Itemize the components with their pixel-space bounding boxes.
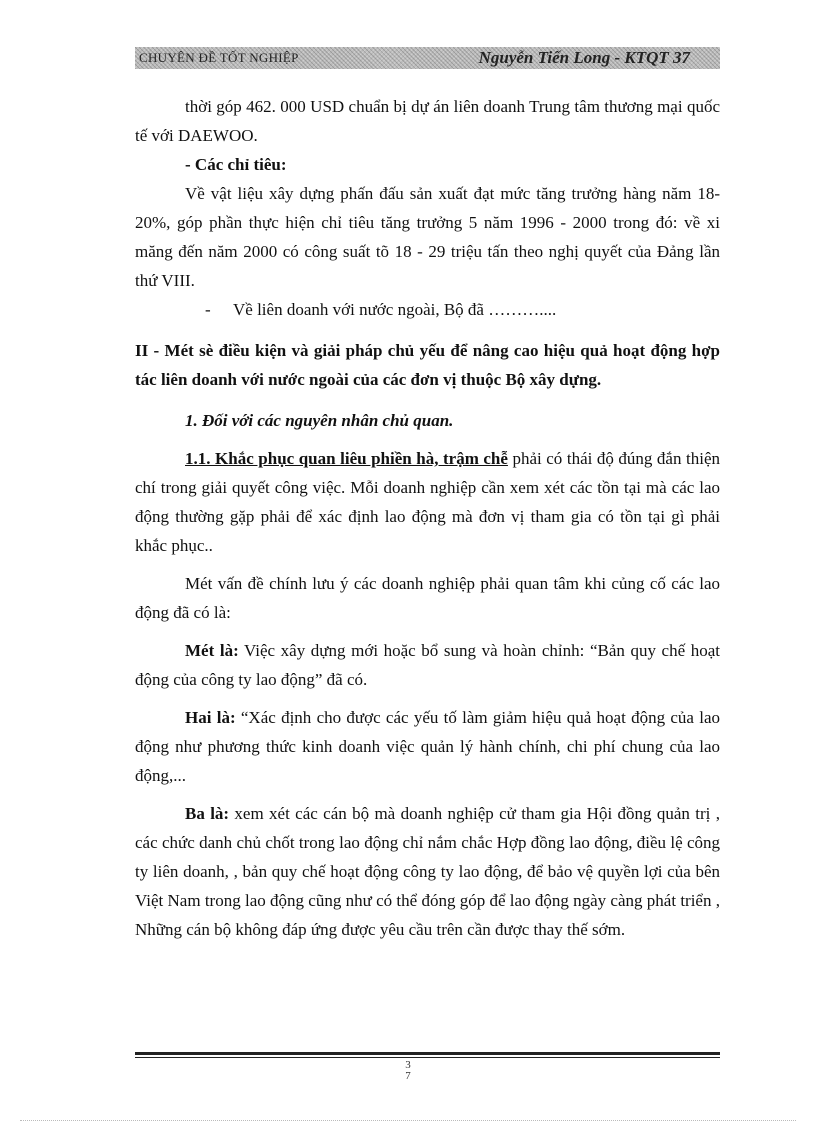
third-label: Ba là: [185, 804, 230, 823]
page-number-line1: 3 [405, 1059, 411, 1071]
page-number [396, 1060, 420, 1082]
bullet-dash: - [205, 300, 211, 319]
subsection-heading: 1. Đối với các nguyên nhân chủ quan. [185, 411, 454, 430]
paragraph-1-1 [135, 444, 720, 560]
footer-rule-thick [135, 1052, 720, 1055]
page-number-line2: 7 [405, 1070, 411, 1082]
paragraph-1-1-text: phải có thái độ đúng đắn thiện chí trong giải quyết công việc. Mỗi doanh nghiệp cần xem xét các tồn tại mà các lao động thường gặp phải để xác định lao động mà đơn vị tham gia có tồn tại gì phải khắc phục.. [135, 449, 720, 555]
first-text: Việc xây dựng mới hoặc bổ sung và hoàn chỉnh: “Bản quy chế hoạt động của công ty lao động” đã có. [135, 641, 720, 689]
paragraph-intro: thời góp 462. 000 USD chuẩn bị dự án liên doanh Trung tâm thương mại quốc tế với DAEWOO. [135, 97, 720, 145]
page-header [135, 47, 720, 69]
targets-label: - Các chỉ tiêu: [185, 155, 287, 174]
paragraph-joint-venture [135, 295, 720, 324]
paragraph-third [135, 799, 720, 944]
subsection-1-1-title: 1.1. Khắc phục quan liêu phiền hà, trậm chễ [185, 449, 508, 468]
header-author: Nguyễn Tiến Long - KTQT 37 [478, 48, 690, 67]
header-document-type: CHUYÊN ĐỀ TỐT NGHIỆP [139, 50, 299, 65]
second-text: “Xác định cho được các yếu tố làm giảm hiệu quả hoạt động của lao động như phương thức kinh doanh việc quản lý hành chính, chi phí chung của lao động,... [135, 708, 720, 785]
paragraph-first [135, 636, 720, 694]
document-body [135, 92, 720, 944]
section-heading: II - Mét sè điều kiện và giải pháp chủ yếu để nâng cao hiệu quả hoạt động hợp tác liên doanh với nước ngoài của các đơn vị thuộc Bộ xây dựng. [135, 341, 720, 389]
paragraph-issue: Mét vấn đề chính lưu ý các doanh nghiệp phải quan tâm khi củng cố các lao động đã có là: [135, 574, 720, 622]
paragraph-second [135, 703, 720, 790]
paragraph-targets-label [135, 150, 720, 179]
second-label: Hai là: [185, 708, 236, 727]
joint-venture-text: Về liên doanh với nước ngoài, Bộ đã ……….... [233, 300, 557, 319]
page-bottom-border [20, 1120, 796, 1122]
footer-rule-thin [135, 1057, 720, 1058]
third-text: xem xét các cán bộ mà doanh nghiệp cử tham gia Hội đồng quản trị , các chức danh chủ chốt trong lao động chỉ nắm chắc Hợp đồng lao động, điều lệ công ty liên doanh, , bản quy chế hoạt động công ty lao động, để bảo vệ quyền lợi của bên Việt Nam trong lao động cũng như có thể đóng góp để lao động ngày càng phát triển , Những cán bộ không đáp ứng được yêu cầu trên cần được thay thế sớm. [135, 804, 720, 939]
first-label: Mét là: [185, 641, 239, 660]
paragraph-materials: Về vật liệu xây dựng phấn đấu sản xuất đạt mức tăng trưởng hàng năm 18-20%, góp phần thực hiện chỉ tiêu tăng trưởng 5 năm 1996 - 2000 trong đó: về xi măng đến năm 2000 có công suất tõ 18 - 29 triệu tấn theo nghị quyết của Đảng lần thứ VIII. [135, 184, 720, 290]
